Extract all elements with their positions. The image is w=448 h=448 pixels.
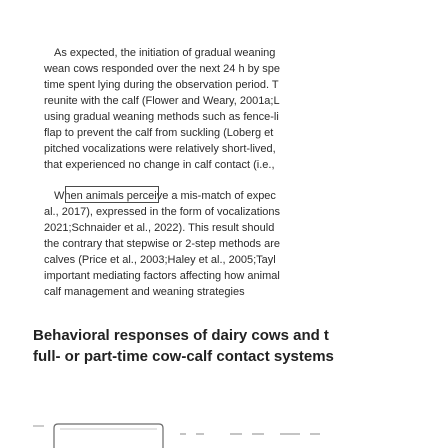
paragraph-expectation-mismatch [0,188,280,300]
text-line: 2021;Schnaider et al., 2022). This result should [44,222,275,234]
text-line: wean cows responded over the next 24 h by spe [44,63,281,75]
partial-figure [0,396,448,448]
text-line: using gradual weaning methods such as fence-li [44,111,279,123]
text-line: reunite with the calf (Flower and Weary, 2001a;L [44,95,280,107]
heading-line: full- or part-time cow-calf contact systems [33,348,334,365]
text-line: calves (Price et al., 2003;Haley et al., 2005;Tayl [44,254,276,266]
text-line: calf management and weaning strategies [44,286,245,298]
text-line: al., 2017), expressed in the form of vocalizations [44,206,281,218]
text-line: that experienced no change in calf contact (i.e., [44,159,275,171]
figure-outline [54,424,163,448]
text-line: time spent lying during the observation period. T [44,79,279,91]
text-line: As expected, the initiation of gradual weaning [54,47,276,59]
text-line: the contrary that stepwise or 2-step methods are [44,238,281,250]
text-line: flap to prevent the calf from suckling (Loberg et [44,127,274,139]
section-heading [33,325,334,367]
text-line: important mediating factors affecting how animal [44,270,280,282]
heading-line: Behavioral responses of dairy cows and t [33,327,329,344]
text-line: pitched vocalizations were relatively short-lived, [44,143,276,155]
text-line: When animals perceive a mis-match of expec [54,190,276,202]
paragraph-weaning-response [0,45,280,173]
